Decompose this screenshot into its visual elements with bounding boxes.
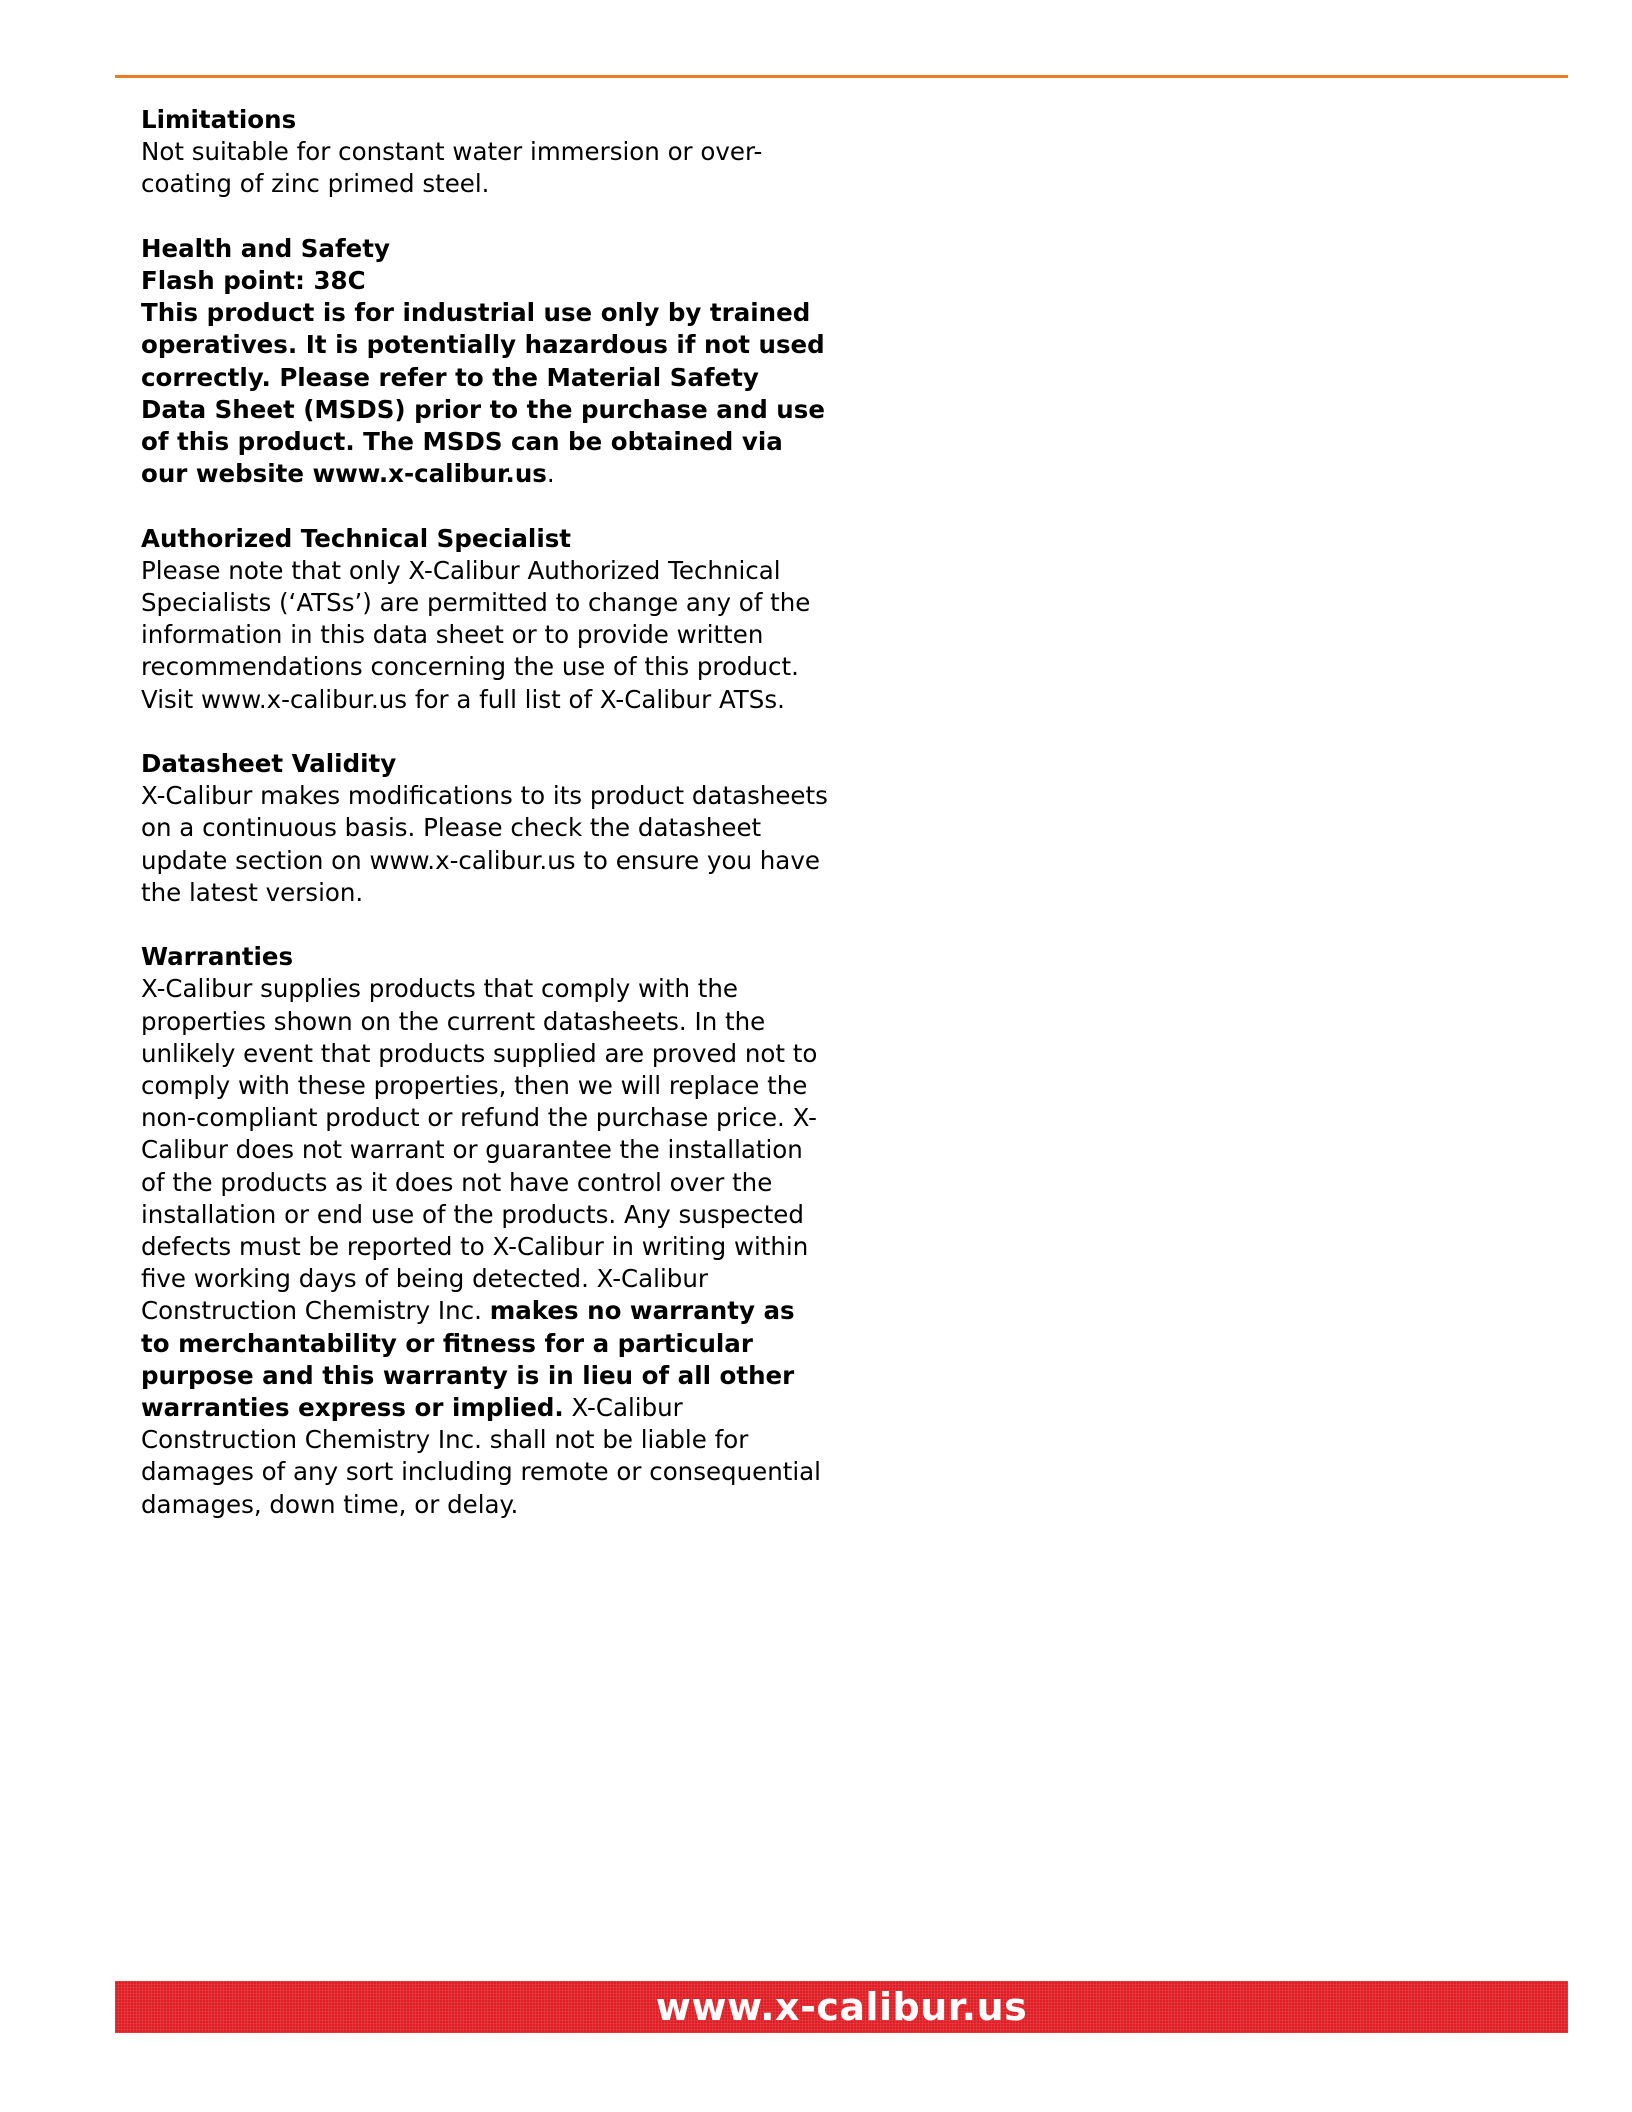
validity-heading: Datasheet Validity bbox=[141, 749, 397, 779]
validity-text: X-Calibur makes modifications to its product datasheets on a continuous basis. Please check the datasheet update section on www.x-calibur.us to ensure you have the latest version. bbox=[141, 781, 828, 907]
health-safety-heading: Health and Safety bbox=[141, 233, 390, 263]
header-divider bbox=[115, 75, 1568, 78]
limitations-section bbox=[141, 104, 831, 201]
safety-warning bbox=[141, 297, 831, 490]
ats-text: Please note that only X-Calibur Authorized Technical Specialists (‘ATSs’) are permitted to change any of the information in this data sheet or to provide written recommendations concerning the use of this product. Visit www.x-calibur.us for a full list of X-Calibur ATSs. bbox=[141, 555, 811, 714]
limitations-text: Not suitable for constant water immersion or over-coating of zinc primed steel. bbox=[141, 137, 763, 199]
footer-website-link[interactable]: www.x-calibur.us bbox=[655, 1985, 1028, 2029]
datasheet-content bbox=[141, 104, 831, 1553]
warranties-text-part-2: X-Calibur Construction Chemistry Inc. shall not be liable for damages of any sort including remote or consequential damages, down time, or delay. bbox=[141, 1393, 821, 1519]
warranties-heading: Warranties bbox=[141, 942, 294, 972]
health-safety-section bbox=[141, 233, 831, 491]
warranties-section bbox=[141, 941, 831, 1521]
validity-section bbox=[141, 748, 831, 909]
safety-warning-end: . bbox=[546, 459, 555, 489]
warranties-text-part-1: X-Calibur supplies products that comply with the properties shown on the current datasheets. In the unlikely event that products supplied are proved not to comply with these properties, then we will replace the non-compliant product or refund the purchase price. X-Calibur does not warrant or guarantee the installation of the products as it does not have control over the installation or end use of the products. Any suspected defects must be reported to X-Calibur in writing within five working days of being detected. X-Calibur Construction Chemistry Inc. bbox=[141, 974, 818, 1326]
flash-point: Flash point: 38C bbox=[141, 266, 366, 295]
safety-warning-text: This product is for industrial use only by trained operatives. It is potentially hazardous if not used correctly. Please refer to the Material Safety Data Sheet (MSDS) prior to the purchase and use of this product. The MSDS can be obtained via our website www.x-calibur.us bbox=[141, 298, 825, 489]
ats-section bbox=[141, 523, 831, 716]
ats-heading: Authorized Technical Specialist bbox=[141, 523, 572, 553]
limitations-heading: Limitations bbox=[141, 105, 297, 134]
warranties-disclaimer: makes no warranty as to merchantability or fitness for a particular purpose and this warranty is in lieu of all other warranties express or implied. bbox=[141, 1296, 795, 1423]
warranties-text bbox=[141, 973, 831, 1520]
footer-band bbox=[115, 1981, 1568, 2033]
